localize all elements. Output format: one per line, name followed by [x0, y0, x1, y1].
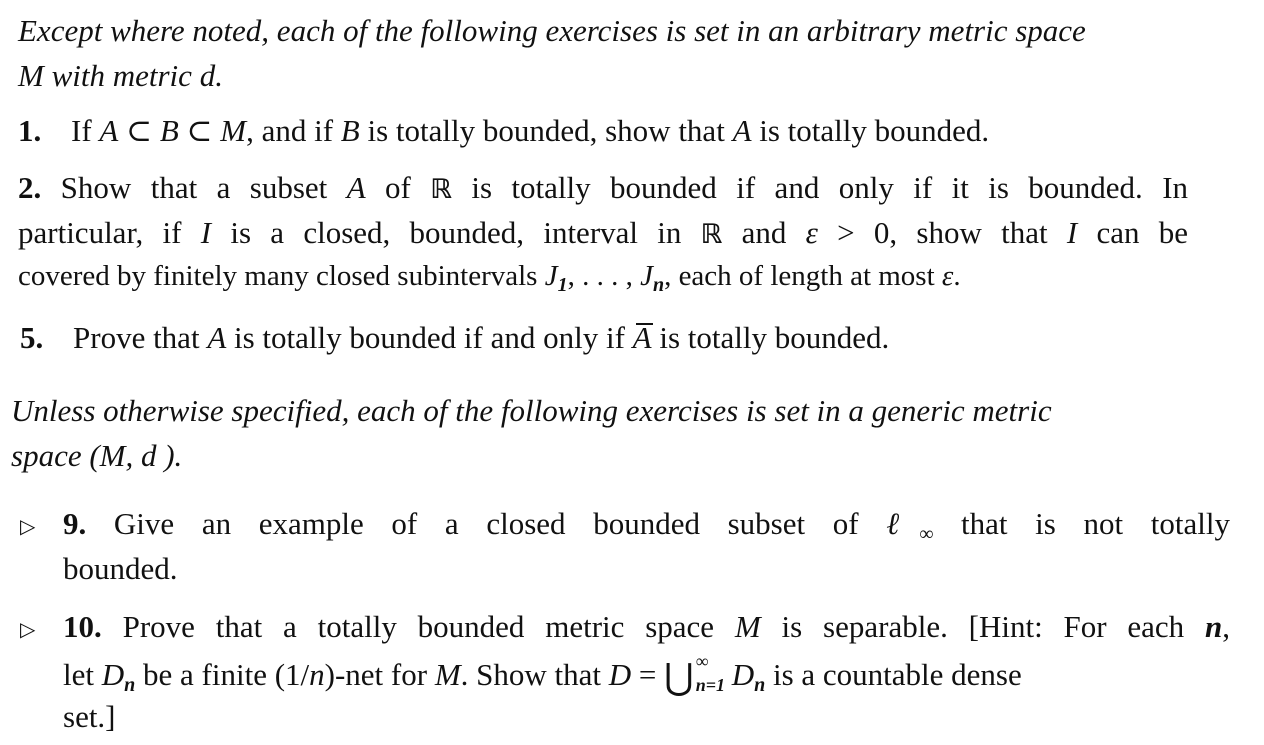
triangle-marker-icon: ▷: [20, 617, 36, 641]
exercise-1: [18, 115, 989, 146]
ex9-text-3: bounded.: [63, 551, 178, 586]
ex2-line-1: [18, 172, 1188, 203]
space-m-symbol-2: M: [434, 657, 461, 692]
set-a-symbol: A: [99, 113, 119, 148]
intro-1-line-1: [18, 15, 1086, 46]
ex9-line-2: [63, 553, 178, 584]
n-symbol: n: [1205, 609, 1223, 644]
exercise-number: 2.: [18, 170, 42, 205]
ex9-line-1: [63, 506, 1231, 545]
ex1-text-3: is totally bounded, show that: [359, 113, 733, 148]
reals-symbol-2: ℝ: [700, 219, 723, 250]
ex10-comma: ,: [1222, 609, 1231, 644]
subset-symbol-2: ⊂: [178, 113, 221, 148]
ex10-text-7: is a countable dense: [765, 657, 1022, 692]
ex2-text-2: of: [385, 170, 431, 205]
exercise-5: [20, 322, 889, 353]
exercise-number: 10.: [63, 609, 102, 644]
set-b-symbol: B: [159, 113, 179, 148]
ex10-text-1: Prove that a totally bounded metric space: [122, 609, 735, 644]
ex5-text-3: is totally bounded.: [651, 320, 890, 355]
intro-1-line-2: [18, 60, 223, 91]
closure-a-symbol: [633, 322, 652, 353]
ex2-text-4: particular, if: [18, 215, 201, 250]
d-n-symbol-2: D: [731, 657, 755, 692]
interval-symbol: I: [200, 215, 212, 250]
set-m-symbol: M: [220, 113, 247, 148]
subset-symbol: ⊂: [118, 113, 160, 148]
ex9-text-1: Give an example of a closed bounded subset of: [113, 506, 887, 541]
closure-a-letter: A: [632, 320, 652, 355]
epsilon-symbol-2: ε: [941, 260, 954, 292]
set-a-symbol: A: [346, 170, 366, 205]
set-a-symbol-2: A: [732, 113, 752, 148]
ex1-text-4: is totally bounded.: [751, 113, 990, 148]
ex1-text-2: , and if: [246, 113, 341, 148]
ex5-text-1: Prove that: [73, 320, 208, 355]
d-n-symbol: D: [101, 657, 125, 692]
interval-symbol-2: I: [1066, 215, 1078, 250]
subinterval-j-symbol: J: [544, 260, 558, 292]
ex2-line-3: [18, 260, 961, 296]
union-upper-limit: ∞: [695, 651, 709, 671]
ell-symbol: ℓ: [886, 506, 920, 541]
set-a-symbol: A: [207, 320, 227, 355]
union-limits: [694, 651, 732, 695]
ex5-text-2: is totally bounded if and only if: [226, 320, 633, 355]
subscript-n-2: n: [754, 674, 766, 696]
ex1-text-1: If: [71, 113, 100, 148]
intro-2-text: Unless otherwise specified, each of the following exercises is set in a generic metric: [11, 393, 1052, 428]
exercise-number: 1.: [18, 113, 42, 148]
intro-1-text-b: with metric: [43, 58, 200, 93]
big-union-symbol: ⋃: [664, 657, 694, 698]
ex10-text-5: )-net for: [324, 657, 435, 692]
ex2-text-3: is totally bounded if and only if it is bounded. In: [471, 170, 1189, 205]
intro-1-period: .: [215, 58, 223, 93]
ex2-text-7: > 0, show that: [837, 215, 1067, 250]
ex2-ellipsis: , . . . ,: [567, 260, 641, 292]
ex2-text-8: can be: [1096, 215, 1189, 250]
intro-2-line-1: [11, 395, 1052, 426]
ex2-text-6: and: [741, 215, 806, 250]
equals-sign: =: [631, 657, 665, 692]
intro-1-text: Except where noted, each of the following exercises is set in an arbitrary metric space: [18, 13, 1086, 48]
ex2-line-2: [18, 217, 1188, 248]
subscript-1: 1: [557, 274, 568, 296]
subinterval-j-symbol-2: J: [640, 260, 653, 292]
ex10-line-3: [63, 701, 116, 732]
ex9-text-2: that is not totally: [961, 506, 1231, 541]
triangle-marker-icon: ▷: [20, 514, 36, 538]
union-lower-limit: n=1: [695, 675, 725, 695]
intro-2-line-2: [11, 440, 182, 471]
infinity-subscript: ∞: [919, 523, 934, 545]
ex2-text-10: , each of length at most: [664, 260, 942, 292]
ex10-line-2: [63, 651, 1022, 698]
exercise-number: 5.: [20, 320, 44, 355]
n-symbol-2: n: [309, 657, 325, 692]
subscript-n: n: [124, 674, 136, 696]
d-symbol: D: [608, 657, 632, 692]
intro-2-text-2: space (M, d ).: [11, 438, 183, 473]
ex10-text-2: is separable. [Hint: For each: [781, 609, 1206, 644]
exercise-number: 9.: [63, 506, 87, 541]
ex10-text-3: let: [63, 657, 102, 692]
ex2-period: .: [953, 260, 961, 292]
set-b-symbol-2: B: [340, 113, 360, 148]
metric-symbol: d: [199, 58, 216, 93]
ex10-text-4: be a finite (1/: [135, 657, 310, 692]
ex10-text-8: set.]: [63, 699, 116, 734]
epsilon-symbol: ε: [805, 215, 818, 250]
ex2-text-9: covered by finitely many closed subintervals: [18, 260, 545, 292]
space-m-symbol: M: [734, 609, 761, 644]
reals-symbol: ℝ: [430, 174, 452, 205]
ex2-text-5: is a closed, bounded, interval in: [230, 215, 701, 250]
closure-bar: [636, 323, 653, 325]
metric-space-symbol: M: [18, 58, 44, 93]
ex10-text-6: . Show that: [460, 657, 609, 692]
ex2-text-1: Show that a subset: [60, 170, 347, 205]
subscript-n: n: [652, 274, 665, 296]
ex10-line-1: [63, 611, 1230, 642]
